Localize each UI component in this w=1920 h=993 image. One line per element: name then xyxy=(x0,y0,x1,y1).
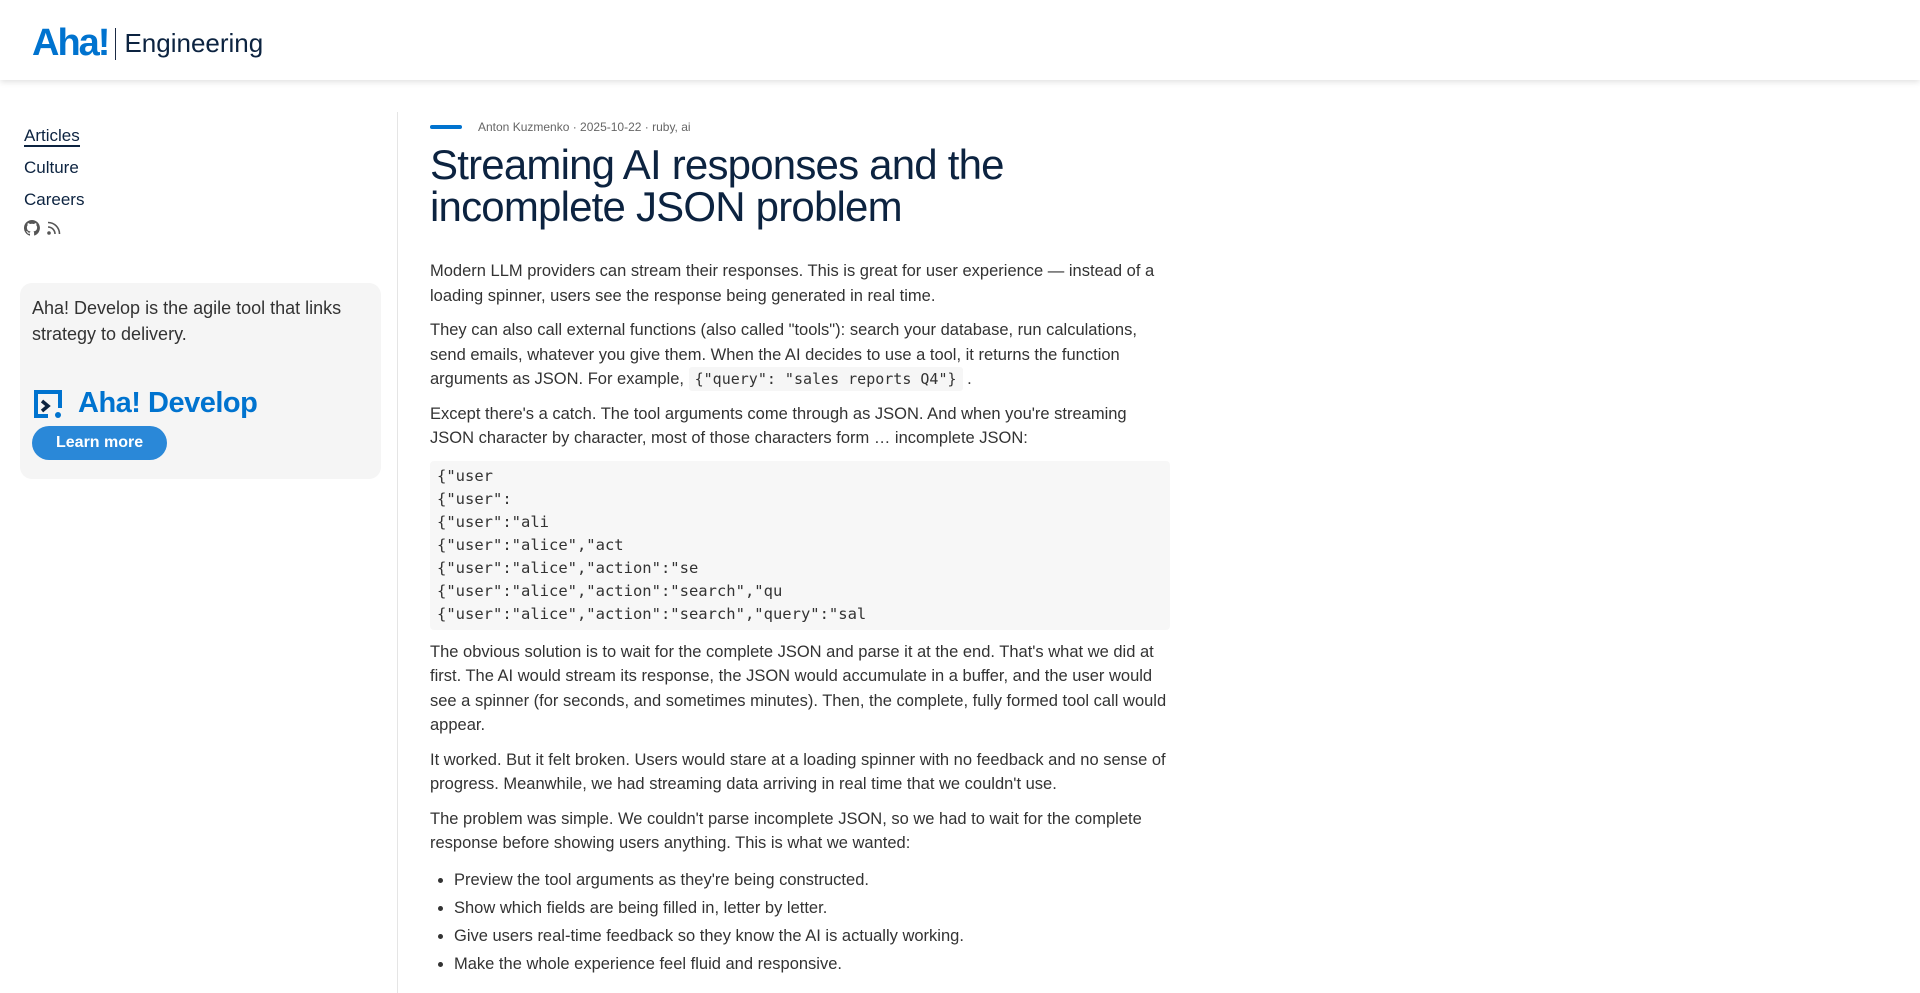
code-line: {"user":"alice","act xyxy=(437,535,624,554)
paragraph-text: . xyxy=(967,370,972,388)
article-title: Streaming AI responses and the incomplete JSON problem xyxy=(430,141,1004,230)
social-links xyxy=(24,220,84,236)
accent-bar xyxy=(430,125,462,129)
nav-label: Culture xyxy=(24,158,79,177)
paragraph-text: They can also call external functions (also called "tools"): search your database, run calculations, send emails, whatever you give them. When the AI decides to use a tool, it returns the function arguments as JSON. For example, xyxy=(430,321,1137,388)
nav-label: Articles xyxy=(24,126,80,145)
paragraph: It worked. But it felt broken. Users would stare at a loading spinner with no feedback and no sense of progress. Meanwhile, we had streaming data arriving in real time that we couldn't use. xyxy=(430,750,1166,793)
code-line: {"user xyxy=(437,466,493,485)
article-byline: Anton Kuzmenko · 2025-10-22 · ruby, ai xyxy=(478,120,691,134)
sidebar-nav xyxy=(24,124,84,220)
aha-develop-logo xyxy=(32,387,369,420)
site-header xyxy=(0,0,1920,80)
github-icon[interactable] xyxy=(24,220,40,236)
nav-articles[interactable] xyxy=(24,124,84,156)
list-item: • Show which fields are being filled in, letter by letter. xyxy=(454,894,1170,922)
section-title: Engineering xyxy=(124,28,264,58)
promo-text: Aha! Develop is the agile tool that links strategy to delivery. xyxy=(32,298,342,344)
promo-card xyxy=(20,283,381,479)
learn-more-button[interactable]: Learn more xyxy=(32,426,167,460)
aha-logo: Aha! xyxy=(32,22,109,64)
column-divider xyxy=(397,112,398,993)
aha-develop-brand: Aha! Develop xyxy=(78,387,258,419)
code-line: {"user":"alice","action":"search","qu xyxy=(437,581,783,600)
list-item: • Make the whole experience feel fluid and responsive. xyxy=(454,950,1170,978)
paragraph: Modern LLM providers can stream their responses. This is great for user experience — instead of a loading spinner, users see the response being generated in real time. xyxy=(430,262,1155,305)
list-item: • Preview the tool arguments as they're being constructed. xyxy=(454,866,1170,894)
code-line: {"user": xyxy=(437,489,512,508)
paragraph: The problem was simple. We couldn't parse incomplete JSON, so we had to wait for the complete response before showing users anything. This is what we wanted: xyxy=(430,809,1142,852)
aha-develop-icon xyxy=(32,388,64,420)
article xyxy=(430,118,1170,978)
code-line: {"user":"ali xyxy=(437,512,549,531)
nav-careers[interactable] xyxy=(24,188,84,220)
paragraph: The obvious solution is to wait for the complete JSON and parse it at the end. That's what we did at first. The AI would stream its response, the JSON would accumulate in a buffer, and the user would see a spinner (for seconds, and sometimes minutes). Then, the complete, fully formed tool call would appear. xyxy=(430,642,1167,734)
paragraph xyxy=(430,318,1170,392)
code-block xyxy=(430,461,1170,630)
sidebar xyxy=(24,124,84,236)
inline-code: {"query": "sales reports Q4"} xyxy=(689,367,963,391)
nav-label: Careers xyxy=(24,190,85,209)
site-logo[interactable] xyxy=(32,22,263,65)
paragraph: Except there's a catch. The tool arguments come through as JSON. And when you're streaming JSON character by character, most of those characters form … incomplete JSON: xyxy=(430,404,1127,447)
code-line: {"user":"alice","action":"se xyxy=(437,558,699,577)
rss-icon[interactable] xyxy=(46,220,62,236)
logo-divider xyxy=(115,28,116,60)
code-line: {"user":"alice","action":"search","query":"sal xyxy=(437,604,867,623)
article-meta xyxy=(430,118,1170,136)
nav-culture[interactable] xyxy=(24,156,84,188)
list-item: • Give users real-time feedback so they know the AI is actually working. xyxy=(454,922,1170,950)
wanted-list xyxy=(454,866,1170,978)
